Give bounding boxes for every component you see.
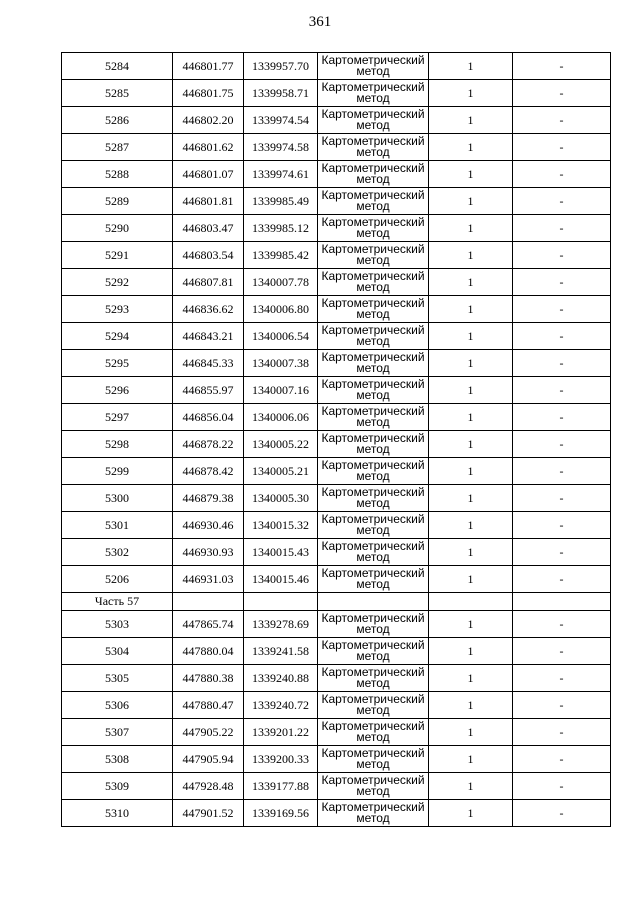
point-number-cell: 5305 — [62, 665, 173, 692]
point-number-cell: 5300 — [62, 485, 173, 512]
x-coordinate-cell: 446878.42 — [173, 458, 244, 485]
method-line-1: Картометрический — [321, 458, 425, 472]
point-number-cell: 5290 — [62, 215, 173, 242]
point-number-cell: 5206 — [62, 566, 173, 593]
note-cell: - — [513, 161, 611, 188]
method-cell — [318, 323, 429, 350]
table-row — [62, 350, 611, 377]
method-cell — [318, 215, 429, 242]
method-line-2: метод — [356, 280, 390, 294]
point-number-cell: 5291 — [62, 242, 173, 269]
method-cell — [318, 242, 429, 269]
method-line-1: Картометрический — [321, 611, 425, 625]
point-number-cell: 5310 — [62, 800, 173, 827]
coordinates-table-body-part-57 — [62, 611, 611, 827]
table-row — [62, 296, 611, 323]
method-cell — [318, 719, 429, 746]
table-row — [62, 431, 611, 458]
y-coordinate-cell: 1340005.22 — [244, 431, 318, 458]
table-row — [62, 458, 611, 485]
table-row — [62, 692, 611, 719]
y-coordinate-cell: 1339974.61 — [244, 161, 318, 188]
method-line-1: Картометрический — [321, 404, 425, 418]
accuracy-cell: 1 — [429, 638, 513, 665]
y-coordinate-cell: 1340006.06 — [244, 404, 318, 431]
note-cell: - — [513, 773, 611, 800]
note-cell: - — [513, 800, 611, 827]
point-number-cell: 5307 — [62, 719, 173, 746]
y-coordinate-cell: 1340006.80 — [244, 296, 318, 323]
point-number-cell: 5298 — [62, 431, 173, 458]
table-row — [62, 80, 611, 107]
note-cell: - — [513, 188, 611, 215]
point-number-cell: 5294 — [62, 323, 173, 350]
x-coordinate-cell: 446855.97 — [173, 377, 244, 404]
y-coordinate-cell: 1339240.88 — [244, 665, 318, 692]
method-line-1: Картометрический — [321, 431, 425, 445]
accuracy-cell: 1 — [429, 161, 513, 188]
point-number-cell: 5285 — [62, 80, 173, 107]
accuracy-cell: 1 — [429, 80, 513, 107]
method-line-1: Картометрический — [321, 350, 425, 364]
method-line-2: метод — [356, 307, 390, 321]
method-cell — [318, 134, 429, 161]
x-coordinate-cell: 446879.38 — [173, 485, 244, 512]
method-line-2: метод — [356, 550, 390, 564]
method-cell — [318, 269, 429, 296]
note-cell: - — [513, 107, 611, 134]
method-cell — [318, 458, 429, 485]
x-coordinate-cell: 446930.93 — [173, 539, 244, 566]
method-cell — [318, 350, 429, 377]
method-line-1: Картометрический — [321, 773, 425, 787]
table-row — [62, 107, 611, 134]
method-line-2: метод — [356, 64, 390, 78]
x-coordinate-cell: 447901.52 — [173, 800, 244, 827]
note-cell: - — [513, 134, 611, 161]
method-line-2: метод — [356, 523, 390, 537]
x-coordinate-cell: 447865.74 — [173, 611, 244, 638]
x-coordinate-cell: 446801.07 — [173, 161, 244, 188]
accuracy-cell: 1 — [429, 611, 513, 638]
empty-cell — [318, 593, 429, 611]
table-row — [62, 611, 611, 638]
method-line-1: Картометрический — [321, 269, 425, 283]
method-line-1: Картометрический — [321, 377, 425, 391]
part-heading-section — [62, 593, 611, 611]
method-line-2: метод — [356, 334, 390, 348]
note-cell: - — [513, 215, 611, 242]
method-cell — [318, 53, 429, 80]
accuracy-cell: 1 — [429, 215, 513, 242]
method-line-1: Картометрический — [321, 188, 425, 202]
x-coordinate-cell: 446843.21 — [173, 323, 244, 350]
x-coordinate-cell: 446845.33 — [173, 350, 244, 377]
method-line-2: метод — [356, 784, 390, 798]
method-line-1: Картометрический — [321, 296, 425, 310]
note-cell: - — [513, 269, 611, 296]
method-line-1: Картометрический — [321, 566, 425, 580]
table-row — [62, 539, 611, 566]
x-coordinate-cell: 446836.62 — [173, 296, 244, 323]
point-number-cell: 5299 — [62, 458, 173, 485]
table-row — [62, 323, 611, 350]
method-line-2: метод — [356, 253, 390, 267]
x-coordinate-cell: 447928.48 — [173, 773, 244, 800]
y-coordinate-cell: 1339200.33 — [244, 746, 318, 773]
accuracy-cell: 1 — [429, 134, 513, 161]
point-number-cell: 5302 — [62, 539, 173, 566]
method-line-2: метод — [356, 469, 390, 483]
method-line-2: метод — [356, 388, 390, 402]
x-coordinate-cell: 446878.22 — [173, 431, 244, 458]
accuracy-cell: 1 — [429, 566, 513, 593]
note-cell: - — [513, 692, 611, 719]
accuracy-cell: 1 — [429, 350, 513, 377]
point-number-cell: 5309 — [62, 773, 173, 800]
method-cell — [318, 404, 429, 431]
accuracy-cell: 1 — [429, 458, 513, 485]
method-line-2: метод — [356, 676, 390, 690]
table-row — [62, 134, 611, 161]
method-line-2: метод — [356, 703, 390, 717]
y-coordinate-cell: 1339241.58 — [244, 638, 318, 665]
method-cell — [318, 665, 429, 692]
coordinates-table — [61, 52, 611, 827]
accuracy-cell: 1 — [429, 107, 513, 134]
table-row — [62, 242, 611, 269]
accuracy-cell: 1 — [429, 512, 513, 539]
y-coordinate-cell: 1340015.43 — [244, 539, 318, 566]
method-cell — [318, 512, 429, 539]
note-cell: - — [513, 296, 611, 323]
empty-cell — [173, 593, 244, 611]
method-line-1: Картометрический — [321, 800, 425, 814]
x-coordinate-cell: 446803.47 — [173, 215, 244, 242]
method-line-1: Картометрический — [321, 665, 425, 679]
table-row — [62, 269, 611, 296]
y-coordinate-cell: 1339278.69 — [244, 611, 318, 638]
note-cell: - — [513, 611, 611, 638]
y-coordinate-cell: 1339974.54 — [244, 107, 318, 134]
method-line-1: Картометрический — [321, 638, 425, 652]
accuracy-cell: 1 — [429, 242, 513, 269]
accuracy-cell: 1 — [429, 719, 513, 746]
accuracy-cell: 1 — [429, 296, 513, 323]
method-line-1: Картометрический — [321, 80, 425, 94]
method-line-2: метод — [356, 172, 390, 186]
method-line-2: метод — [356, 577, 390, 591]
point-number-cell: 5286 — [62, 107, 173, 134]
accuracy-cell: 1 — [429, 485, 513, 512]
method-line-1: Картометрический — [321, 719, 425, 733]
x-coordinate-cell: 446931.03 — [173, 566, 244, 593]
method-cell — [318, 431, 429, 458]
y-coordinate-cell: 1340006.54 — [244, 323, 318, 350]
note-cell: - — [513, 458, 611, 485]
y-coordinate-cell: 1339985.49 — [244, 188, 318, 215]
note-cell: - — [513, 323, 611, 350]
method-line-2: метод — [356, 757, 390, 771]
note-cell: - — [513, 404, 611, 431]
method-line-1: Картометрический — [321, 215, 425, 229]
note-cell: - — [513, 53, 611, 80]
method-line-1: Картометрический — [321, 53, 425, 67]
x-coordinate-cell: 446856.04 — [173, 404, 244, 431]
accuracy-cell: 1 — [429, 773, 513, 800]
method-cell — [318, 773, 429, 800]
y-coordinate-cell: 1339985.12 — [244, 215, 318, 242]
y-coordinate-cell: 1339169.56 — [244, 800, 318, 827]
point-number-cell: 5304 — [62, 638, 173, 665]
method-line-1: Картометрический — [321, 161, 425, 175]
x-coordinate-cell: 447880.04 — [173, 638, 244, 665]
method-line-2: метод — [356, 91, 390, 105]
method-cell — [318, 746, 429, 773]
table-row — [62, 188, 611, 215]
table-row — [62, 215, 611, 242]
method-line-2: метод — [356, 415, 390, 429]
method-line-2: метод — [356, 361, 390, 375]
accuracy-cell: 1 — [429, 665, 513, 692]
method-cell — [318, 566, 429, 593]
method-line-1: Картометрический — [321, 539, 425, 553]
point-number-cell: 5306 — [62, 692, 173, 719]
accuracy-cell: 1 — [429, 539, 513, 566]
note-cell: - — [513, 719, 611, 746]
method-line-1: Картометрический — [321, 323, 425, 337]
y-coordinate-cell: 1340007.16 — [244, 377, 318, 404]
coordinates-table-body-part-56 — [62, 53, 611, 593]
y-coordinate-cell: 1340015.46 — [244, 566, 318, 593]
point-number-cell: 5297 — [62, 404, 173, 431]
accuracy-cell: 1 — [429, 53, 513, 80]
table-row — [62, 404, 611, 431]
method-line-2: метод — [356, 496, 390, 510]
table-row — [62, 53, 611, 80]
method-cell — [318, 692, 429, 719]
y-coordinate-cell: 1339958.71 — [244, 80, 318, 107]
point-number-cell: 5292 — [62, 269, 173, 296]
x-coordinate-cell: 446930.46 — [173, 512, 244, 539]
method-cell — [318, 611, 429, 638]
method-line-2: метод — [356, 199, 390, 213]
accuracy-cell: 1 — [429, 323, 513, 350]
accuracy-cell: 1 — [429, 431, 513, 458]
method-line-2: метод — [356, 442, 390, 456]
method-cell — [318, 485, 429, 512]
accuracy-cell: 1 — [429, 269, 513, 296]
method-line-2: метод — [356, 145, 390, 159]
point-number-cell: 5289 — [62, 188, 173, 215]
method-line-2: метод — [356, 622, 390, 636]
note-cell: - — [513, 746, 611, 773]
part-heading-row — [62, 593, 611, 611]
x-coordinate-cell: 446801.77 — [173, 53, 244, 80]
method-line-1: Картометрический — [321, 746, 425, 760]
empty-cell — [244, 593, 318, 611]
y-coordinate-cell: 1339974.58 — [244, 134, 318, 161]
note-cell: - — [513, 539, 611, 566]
table-row — [62, 566, 611, 593]
x-coordinate-cell: 447880.38 — [173, 665, 244, 692]
note-cell: - — [513, 431, 611, 458]
method-cell — [318, 188, 429, 215]
page-number: 361 — [308, 14, 332, 30]
point-number-cell: 5301 — [62, 512, 173, 539]
point-number-cell: 5287 — [62, 134, 173, 161]
note-cell: - — [513, 638, 611, 665]
empty-cell — [429, 593, 513, 611]
accuracy-cell: 1 — [429, 692, 513, 719]
point-number-cell: 5296 — [62, 377, 173, 404]
x-coordinate-cell: 446802.20 — [173, 107, 244, 134]
y-coordinate-cell: 1340015.32 — [244, 512, 318, 539]
method-line-2: метод — [356, 730, 390, 744]
table-row — [62, 746, 611, 773]
point-number-cell: 5295 — [62, 350, 173, 377]
method-line-2: метод — [356, 649, 390, 663]
table-row — [62, 485, 611, 512]
method-cell — [318, 107, 429, 134]
table-row — [62, 512, 611, 539]
y-coordinate-cell: 1340007.38 — [244, 350, 318, 377]
accuracy-cell: 1 — [429, 404, 513, 431]
x-coordinate-cell: 446807.81 — [173, 269, 244, 296]
note-cell: - — [513, 80, 611, 107]
y-coordinate-cell: 1340007.78 — [244, 269, 318, 296]
note-cell: - — [513, 350, 611, 377]
method-cell — [318, 377, 429, 404]
accuracy-cell: 1 — [429, 746, 513, 773]
y-coordinate-cell: 1339985.42 — [244, 242, 318, 269]
method-line-1: Картометрический — [321, 134, 425, 148]
table-row — [62, 665, 611, 692]
accuracy-cell: 1 — [429, 377, 513, 404]
y-coordinate-cell: 1339240.72 — [244, 692, 318, 719]
x-coordinate-cell: 447880.47 — [173, 692, 244, 719]
method-line-1: Картометрический — [321, 512, 425, 526]
x-coordinate-cell: 446801.81 — [173, 188, 244, 215]
y-coordinate-cell: 1339177.88 — [244, 773, 318, 800]
method-line-1: Картометрический — [321, 692, 425, 706]
x-coordinate-cell: 447905.94 — [173, 746, 244, 773]
table-row — [62, 719, 611, 746]
x-coordinate-cell: 446803.54 — [173, 242, 244, 269]
method-line-1: Картометрический — [321, 242, 425, 256]
part-title: Часть 57 — [62, 593, 173, 611]
table-row — [62, 800, 611, 827]
method-line-2: метод — [356, 118, 390, 132]
point-number-cell: 5308 — [62, 746, 173, 773]
method-line-2: метод — [356, 226, 390, 240]
method-cell — [318, 296, 429, 323]
y-coordinate-cell: 1339957.70 — [244, 53, 318, 80]
x-coordinate-cell: 446801.62 — [173, 134, 244, 161]
note-cell: - — [513, 512, 611, 539]
x-coordinate-cell: 446801.75 — [173, 80, 244, 107]
method-line-2: метод — [356, 811, 390, 825]
method-line-1: Картометрический — [321, 107, 425, 121]
point-number-cell: 5288 — [62, 161, 173, 188]
y-coordinate-cell: 1340005.21 — [244, 458, 318, 485]
y-coordinate-cell: 1340005.30 — [244, 485, 318, 512]
table-row — [62, 161, 611, 188]
method-cell — [318, 800, 429, 827]
note-cell: - — [513, 377, 611, 404]
method-cell — [318, 539, 429, 566]
point-number-cell: 5284 — [62, 53, 173, 80]
table-row — [62, 377, 611, 404]
note-cell: - — [513, 242, 611, 269]
method-cell — [318, 161, 429, 188]
note-cell: - — [513, 485, 611, 512]
x-coordinate-cell: 447905.22 — [173, 719, 244, 746]
empty-cell — [513, 593, 611, 611]
accuracy-cell: 1 — [429, 188, 513, 215]
note-cell: - — [513, 566, 611, 593]
method-line-1: Картометрический — [321, 485, 425, 499]
table-row — [62, 773, 611, 800]
point-number-cell: 5303 — [62, 611, 173, 638]
point-number-cell: 5293 — [62, 296, 173, 323]
method-cell — [318, 638, 429, 665]
table-row — [62, 638, 611, 665]
note-cell: - — [513, 665, 611, 692]
method-cell — [318, 80, 429, 107]
y-coordinate-cell: 1339201.22 — [244, 719, 318, 746]
accuracy-cell: 1 — [429, 800, 513, 827]
